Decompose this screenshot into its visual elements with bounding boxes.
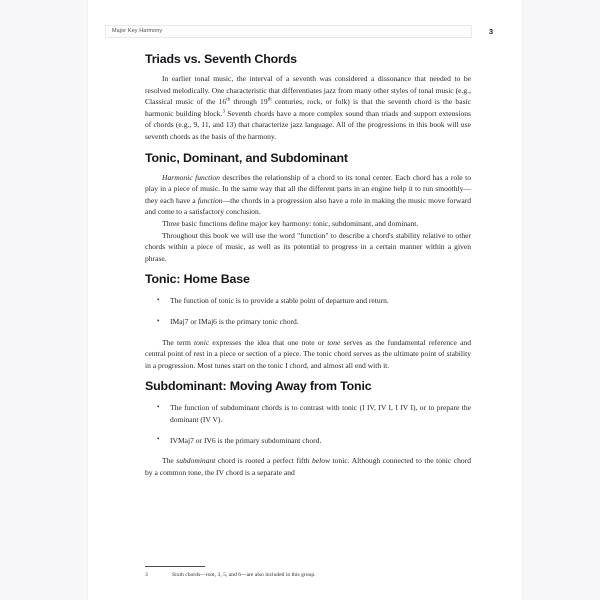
bullet-list-tonic [145,295,471,327]
footnote-marker: 3 [145,572,148,578]
list-item: • The function of tonic is to provide a stable point of departure and return. [145,295,471,307]
section-heading-subdominant: Subdominant: Moving Away from Tonic [145,379,372,394]
paragraph-function-2: Three basic functions define major key harmony: tonic, subdominant, and dominant. [162,219,419,228]
list-item: • IVMaj7 or IV6 is the primary subdominant chord. [145,435,471,447]
running-header [88,24,522,38]
running-header-title: Major Key Harmony [112,28,163,34]
paragraph-function-1: Harmonic function describes the relationship of a chord to its tonal center. Each chord has a role to play in a piece of music. In the same way that all the different parts in an engine help it to run smoothly—they each have a function—the chords in a progression also have a role in making the music move forward and come to a satisfactory conclusion. [145,172,471,217]
list-item: • IMaj7 or IMaj6 is the primary tonic chord. [145,316,471,328]
running-header-box [105,25,472,38]
footnote-rule [145,566,205,567]
paragraph-tonic-1: The term tonic expresses the idea that one note or tone serves as the fundamental reference and central point of rest in a piece or section of a piece. The tonic chord serves as the ultimate point of stability in a progression. Most tunes start on the tonic I chord, and almost all end with it. [145,337,471,370]
footnote-area [145,566,471,579]
paragraph-function-3: Throughout this book we will use the word "function" to describe a chord's stability relative to other chords within a piece of music, as well as its potential to progress in a certain manner within a given phrase. [145,230,471,263]
page-content [145,52,471,478]
footnote-text: Sixth chords—root, 3, 5, and 6—are also included in this group. [172,572,316,578]
list-item: • The function of subdominant chords is to contrast with tonic (I IV, IV I, I IV I), or to prepare the dominant (IV V). [145,402,471,425]
footnote [145,571,471,579]
paragraph-subdominant-1: The subdominant chord is rooted a perfect fifth below tonic. Although connected to the tonic chord by a common tone, the IV chord is a separate and [145,456,472,477]
section-heading-tonic-dominant-subdominant: Tonic, Dominant, and Subdominant [145,150,348,165]
page-number: 3 [489,26,493,36]
section-heading-tonic-home-base: Tonic: Home Base [145,272,250,287]
paragraph-triads-1: In earlier tonal music, the interval of a seventh was considered a dissonance that needed to be resolved melodically. One characteristic that differentiates jazz from many other styles of tonal music (e.g., Classical music of the 16th through 19th centuries, rock, or folk) is that the seventh chord is the basic harmonic building block.$^3$ Seventh chords have a more complex sound than triads and support extensions of chords (e.g., 9, 11, and 13) that characterize jazz language. All of the progressions in this book will use seventh chords as the basis of the harmony. [145,74,471,141]
document-page [88,0,522,600]
bullet-list-subdominant [145,402,471,446]
section-heading-triads: Triads vs. Seventh Chords [145,52,297,66]
